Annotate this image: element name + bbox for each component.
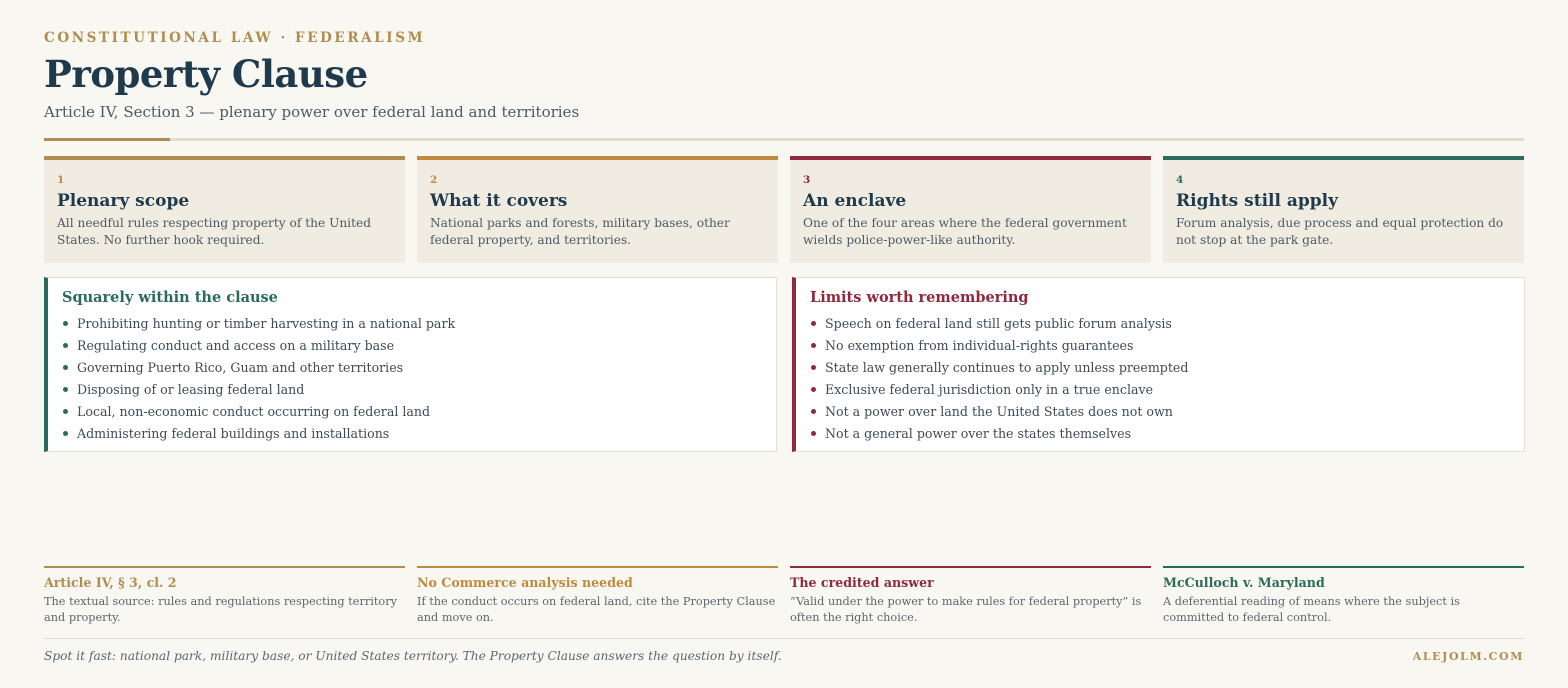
card-text: All needful rules respecting property of the United States. No further hook required. <box>57 216 371 247</box>
list-item: Not a general power over the states themselves <box>810 423 1524 445</box>
card-an-enclave <box>790 156 1151 263</box>
card-plenary-scope <box>44 156 405 263</box>
card-title: What it covers <box>430 191 568 211</box>
note-text: “Valid under the power to make rules for federal property” is often the right choice. <box>790 595 1142 624</box>
card-title: Plenary scope <box>57 191 190 211</box>
note-text: The textual source: rules and regulations respecting territory and property. <box>44 595 398 624</box>
note-article-iv <box>44 566 405 626</box>
footnote-strip <box>44 566 1524 628</box>
card-text: National parks and forests, military bases, other federal property, and territories. <box>430 216 730 247</box>
list-item: Exclusive federal jurisdiction only in a true enclave <box>810 379 1524 401</box>
list-item: State law generally continues to apply unless preempted <box>810 357 1524 379</box>
page-title: Property Clause <box>44 52 368 96</box>
note-credited-answer <box>790 566 1151 626</box>
list-item: Regulating conduct and access on a military base <box>62 335 776 357</box>
list-item: Disposing of or leasing federal land <box>62 379 776 401</box>
card-number: 1 <box>57 174 65 186</box>
footer-brand[interactable]: ALEJOLM.COM <box>1412 650 1524 663</box>
detail-panels <box>44 277 1524 452</box>
card-number: 2 <box>430 174 438 186</box>
list-item: No exemption from individual-rights guarantees <box>810 335 1524 357</box>
list-item: Prohibiting hunting or timber harvesting in a national park <box>62 313 776 335</box>
note-title: Article IV, § 3, cl. 2 <box>44 575 177 590</box>
page-subtitle: Article IV, Section 3 — plenary power over federal land and territories <box>44 103 580 121</box>
note-text: If the conduct occurs on federal land, cite the Property Clause and move on. <box>417 595 776 624</box>
note-title: The credited answer <box>790 575 934 590</box>
note-title: McCulloch v. Maryland <box>1163 575 1325 590</box>
card-what-it-covers <box>417 156 778 263</box>
card-text: One of the four areas where the federal government wields police-power-like authority. <box>803 216 1127 247</box>
card-number: 3 <box>803 174 811 186</box>
kicker: CONSTITUTIONAL LAW · FEDERALISM <box>44 30 426 46</box>
note-no-commerce <box>417 566 778 626</box>
summary-cards <box>44 156 1524 263</box>
header-rule-accent <box>44 138 170 141</box>
card-text: Forum analysis, due process and equal protection do not stop at the park gate. <box>1176 216 1504 247</box>
card-rights-still-apply <box>1163 156 1524 263</box>
panel-limits <box>792 277 1525 452</box>
card-title: An enclave <box>803 191 907 211</box>
card-title: Rights still apply <box>1176 191 1339 211</box>
panel-within-clause <box>44 277 777 452</box>
note-text: A deferential reading of means where the subject is committed to federal control. <box>1163 595 1460 624</box>
card-number: 4 <box>1176 174 1184 186</box>
footer-tagline: Spot it fast: national park, military base, or United States territory. The Property Clause answers the question by itself. <box>44 649 782 663</box>
panel-list <box>62 313 776 445</box>
panel-title: Squarely within the clause <box>62 289 278 306</box>
panel-title: Limits worth remembering <box>810 289 1029 306</box>
list-item: Speech on federal land still gets public forum analysis <box>810 313 1524 335</box>
list-item: Administering federal buildings and installations <box>62 423 776 445</box>
footer-rule <box>44 638 1524 639</box>
note-title: No Commerce analysis needed <box>417 575 633 590</box>
list-item: Not a power over land the United States does not own <box>810 401 1524 423</box>
header-rule <box>44 138 1524 141</box>
list-item: Local, non-economic conduct occurring on federal land <box>62 401 776 423</box>
list-item: Governing Puerto Rico, Guam and other territories <box>62 357 776 379</box>
panel-list <box>810 313 1524 445</box>
note-mcculloch <box>1163 566 1524 626</box>
